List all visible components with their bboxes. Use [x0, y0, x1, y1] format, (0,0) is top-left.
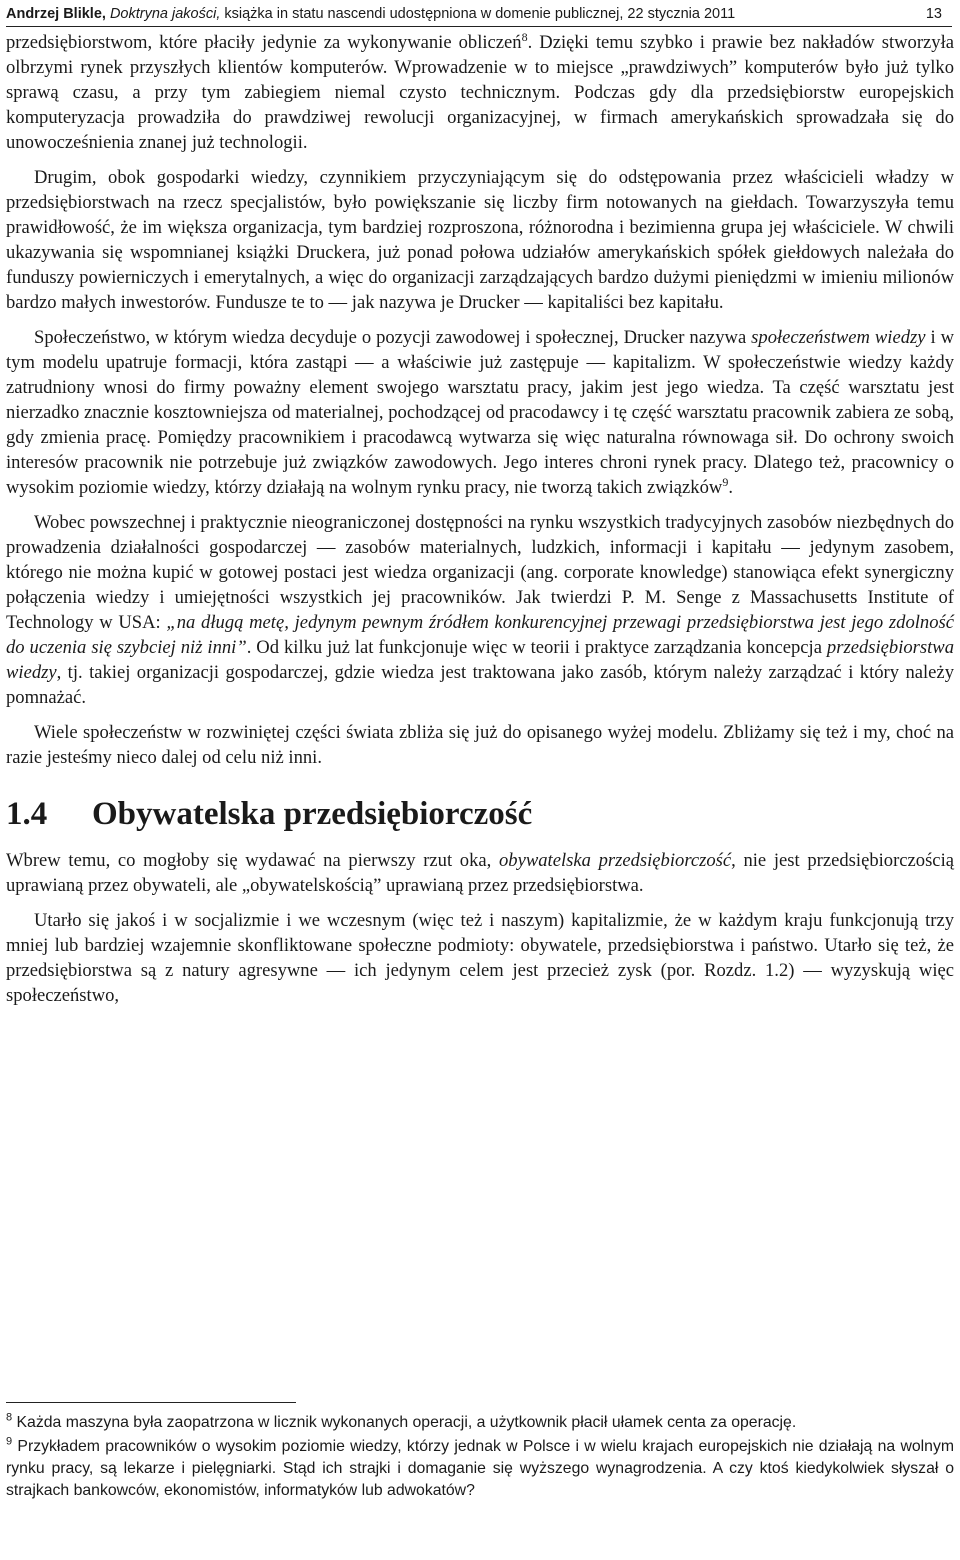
paragraph	[6, 510, 954, 710]
emphasis-term: społeczeństwem wiedzy	[751, 327, 926, 348]
body-text	[6, 30, 954, 1018]
paragraph-text: .	[728, 477, 733, 498]
paragraph-text: przedsiębiorstwom, które płaciły jedynie za wykonywanie obliczeń	[6, 32, 522, 53]
footnote-number: 9	[6, 1435, 13, 1448]
header-book-title: Doktryna jakości,	[109, 6, 221, 22]
quotation: „na długą metę, jedynym pewnym źródłem konkurencyjnej przewagi przedsiębiorstwa jest jego zdolność do uczenia się szybciej niż inni”	[6, 612, 955, 658]
paragraph-text: , nie jest przedsiębiorczością uprawianą przez obywateli, ale „obywatelskością” uprawianą przez przedsiębiorstwa.	[6, 850, 954, 896]
section-title: Obywatelska przedsiębiorczość	[92, 796, 533, 832]
paragraph: Utarło się jakoś i w socjalizmie i we wczesnym (więc też i naszym) kapitalizmie, że w każdym kraju funkcjonują trzy mniej lub bardziej wzajemnie skonfliktowane społeczne podmioty: obywatele, przedsiębiorstwa i państwo. Utarło się też, że przedsiębiorstwa są z natury agresywne — ich jedynym celem jest przecież zysk (por. Rozdz. 1.2) — wyzyskują więc społeczeństwo,	[6, 910, 954, 1006]
paragraph-text: Wbrew temu, co mogłoby się wydawać na pierwszy rzut oka,	[6, 850, 499, 871]
paragraph-text: Wobec powszechnej i praktycznie nieograniczonej dostępności na rynku wszystkich tradycyjnych zasobów niezbędnych do prowadzenia działalności gospodarczej — zasobów materialnych, ludzkich, informacji i kapitału — jedynym zasobem, którego nie można kupić w gotowej postaci jest wiedza organizacji (ang. corporate knowledge) stanowiąca efekt synergiczny połączenia wiedzy i umiejętności wszystkich jej pracowników. Jak twierdzi P. M. Senge z Massachusetts Institute of Technology w USA:	[6, 512, 954, 633]
header-subtitle: książka in statu nascendi udostępniona w domenie publicznej, 22 stycznia 2011	[224, 6, 736, 22]
paragraph-text: . Od kilku już lat funkcjonuje więc w teorii i praktyce zarządzania koncepcja	[246, 637, 827, 658]
emphasis-term: przedsiębiorstwa wiedzy	[6, 637, 954, 683]
paragraph	[6, 848, 954, 898]
footnote-number: 8	[6, 1411, 13, 1424]
paragraph-text: i w tym modelu upatruje formacji, która zastąpi — a właściwie już zastępuje — kapitalizm. W społeczeństwie wiedzy każdy zatrudniony wnosi do firmy poważny element swojego warsztatu pracy, jakim jest jego wiedza. Ta część warsztatu jest nierzadko znacznie kosztowniejsza od materialnej, pochodzącej od pracodawcy i tę część warsztatu pracownik zabiera ze sobą, gdy zmienia pracę. Pomiędzy pracownikiem i pracodawcą wytwarza się więc naturalna równowaga sił. Do ochrony swoich interesów pracownik nie potrzebuje już związków zawodowych. Jego interes chroni rynek pracy. Dlatego też, pracownicy o wysokim poziomie wiedzy, którzy działają na wolnym rynku pracy, nie tworzą takich związków	[6, 327, 954, 498]
page-number: 13	[925, 6, 942, 22]
section-number: 1.4	[6, 796, 48, 832]
paragraph-text: , tj. takiej organizacji gospodarczej, gdzie wiedza jest traktowana jako zasób, którym należy zarządzać i który należy pomnażać.	[6, 662, 954, 708]
footnote-text: Przykładem pracowników o wysokim poziomie wiedzy, którzy jednak w Polsce i w wielu krajach europejskich nie działają na wolnym rynku pracy, są lekarze i pielęgniarki. Stąd ich strajki i domaganie się wyższego wynagrodzenia. A czy ktoś kiedykolwiek słyszał o strajkach bankowców, ekonomistów, informatyków lub adwokatów?	[6, 1438, 955, 1499]
paragraph: Drugim, obok gospodarki wiedzy, czynnikiem przyczyniającym się do odstępowania przez właścicieli władzy w przedsiębiorstwach na rzecz specjalistów, było powiększanie się liczby firm notowanych na giełdach. Towarzyszyła temu prawidłowość, że im większa organizacja, tym bardziej rozproszona, różnorodna i bezimienna grupa jej właściciele. W chwili ukazywania się wspomnianej książki Druckera, już ponad połowa udziałów amerykańskich spółek giełdowych należała do funduszy powierniczych i emerytalnych, a więc do organizacji zarządzających bardzo dużymi pieniędzmi w imieniu milionów bardzo małych inwestorów. Fundusze te to — jak nazywa je Drucker — kapitaliści bez kapitału.	[6, 167, 954, 313]
paragraph	[6, 30, 954, 155]
header-citation	[6, 6, 735, 22]
running-header	[6, 2, 952, 27]
emphasis-term: obywatelska przedsiębiorczość	[498, 850, 732, 871]
paragraph	[6, 325, 954, 500]
footnote	[6, 1412, 954, 1434]
footnotes	[6, 1412, 954, 1504]
footnote	[6, 1436, 954, 1502]
footnote-text: Każda maszyna była zaopatrzona w licznik wykonanych operacji, a użytkownik płacił ułamek centa za operację.	[16, 1414, 797, 1431]
footnote-ref[interactable]: 9	[722, 474, 729, 489]
footnote-separator	[6, 1402, 296, 1403]
section-heading	[6, 796, 954, 832]
paragraph-text: Społeczeństwo, w którym wiedza decyduje o pozycji zawodowej i społecznej, Drucker nazywa	[34, 327, 752, 348]
paragraph-text: . Dzięki temu szybko i prawie bez nakładów stworzyła olbrzymi rynek przyszłych klientów komputerów. Wprowadzenie w to miejsce „prawdziwych” komputerów było już tylko sprawą czasu, a przy tym zabiegiem niemal czysto technicznym. Podczas gdy dla przedsiębiorstw europejskich komputeryzacja prowadziła do prawdziwej rewolucji organizacyjnej, w firmach amerykańskich sprowadzała się do unowocześnienia znanej już technologii.	[6, 32, 954, 153]
paragraph: Wiele społeczeństw w rozwiniętej części świata zbliża się już do opisanego wyżej modelu. Zbliżamy się też i my, choć na razie jesteśmy nieco dalej od celu niż inni.	[6, 722, 954, 768]
header-author: Andrzej Blikle,	[6, 6, 106, 22]
footnote-ref[interactable]: 8	[521, 29, 528, 44]
